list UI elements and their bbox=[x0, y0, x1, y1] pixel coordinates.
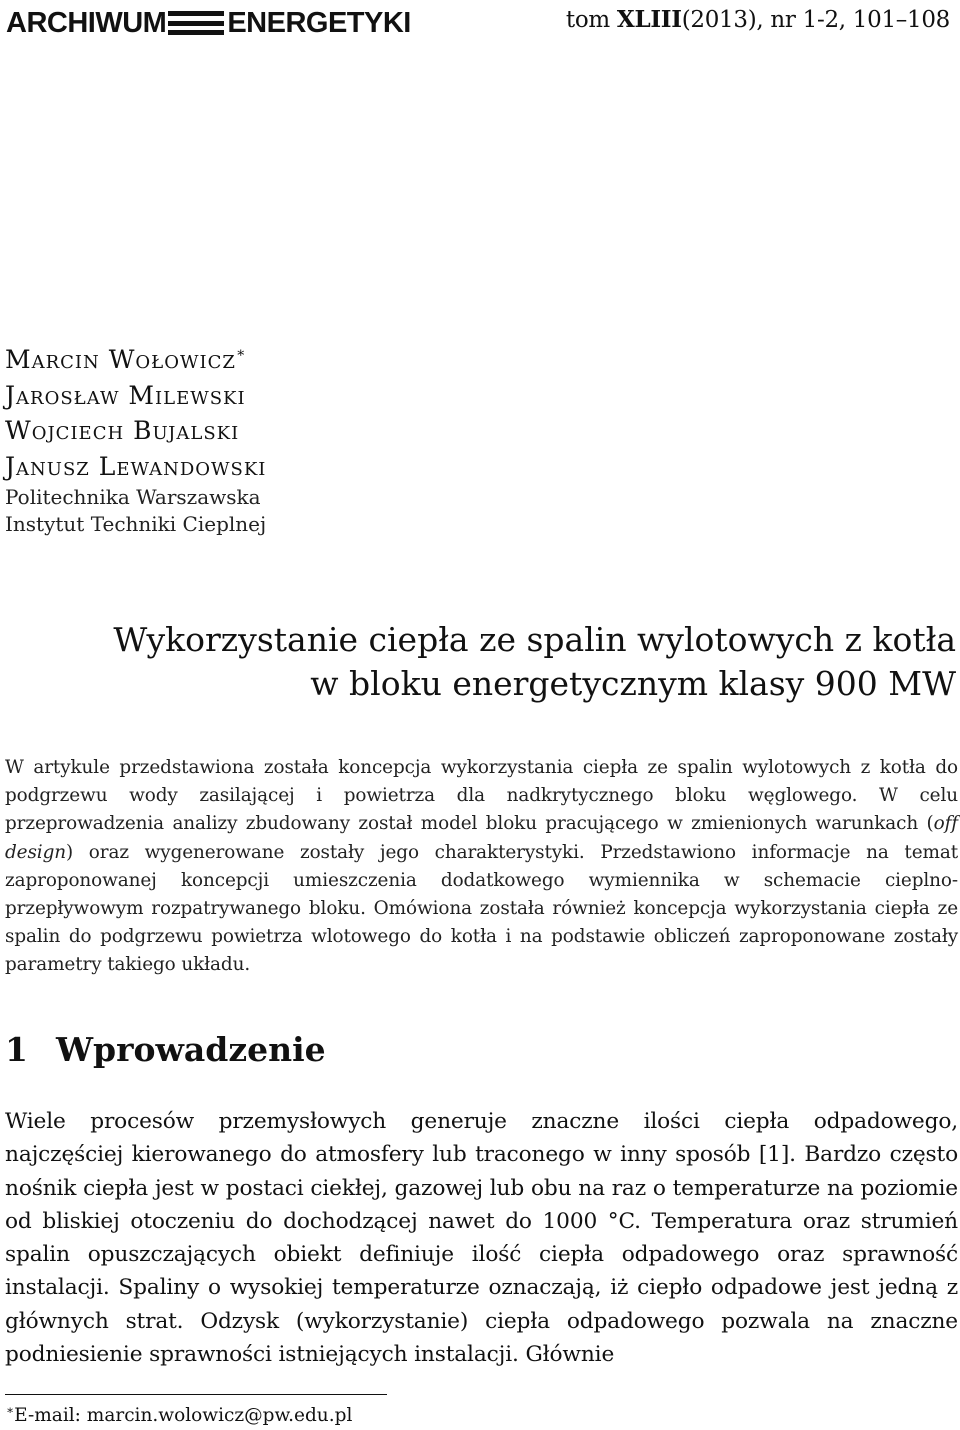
affiliation-university: Politechnika Warszawska bbox=[5, 485, 261, 509]
abstract-italic-term: off design bbox=[5, 813, 958, 863]
section-number: 1 bbox=[5, 1030, 28, 1069]
footnote bbox=[6, 1403, 352, 1426]
author-1: Marcin Wołowicz∗ bbox=[5, 345, 247, 374]
footnote-email: E-mail: marcin.wolowicz@pw.edu.pl bbox=[14, 1405, 353, 1426]
issue-prefix: tom bbox=[565, 7, 610, 33]
logo-bars-icon bbox=[168, 11, 224, 35]
affiliation-institute: Instytut Techniki Cieplnej bbox=[5, 512, 267, 536]
author-list bbox=[5, 336, 266, 484]
journal-name-right: ENERGETYKI bbox=[227, 6, 411, 39]
section-heading bbox=[5, 1030, 326, 1069]
issue-details: (2013), nr 1-2, 101–108 bbox=[681, 7, 950, 33]
journal-logo bbox=[6, 4, 411, 42]
issue-info bbox=[566, 6, 950, 33]
corresponding-author-mark: ∗ bbox=[235, 345, 247, 361]
paper-title bbox=[0, 618, 956, 706]
author-2: Jarosław Milewski bbox=[5, 380, 246, 410]
author-4: Janusz Lewandowski bbox=[5, 451, 267, 481]
author-3: Wojciech Bujalski bbox=[5, 416, 240, 445]
intro-paragraph: Wiele procesów przemysłowych generuje znaczne ilości ciepła odpadowego, najczęściej kierowanego do atmosfery lub traconego w inny sposób [1]. Bardzo często nośnik ciepła jest w postaci ciekłej, gazowej lub obu na raz o temperaturze na poziomie od bliskiej otoczeniu do dochodzącej nawet do 1000 °C. Temperatura oraz strumień spalin opuszczających obiekt definiuje ilość ciepła odpadowego oraz sprawność instalacji. Spaliny o wysokiej temperaturze oznaczają, iż ciepło odpadowe jest jedną z głównych strat. Odzysk (wykorzystanie) ciepła odpadowego pozwala na znaczne podniesienie sprawności istniejących instalacji. Głównie bbox=[5, 1109, 958, 1368]
abstract: W artykule przedstawiona została koncepcja wykorzystania ciepła ze spalin wylotowych z kotła do podgrzewu wody zasilającej i powietrza dla nadkrytycznego bloku węglowego. W celu przeprowadzenia analizy zbudowany został model bloku pracującego w zmienionych warunkach (off design) oraz wygenerowane zostały jego charakterystyki. Przedstawiono informacje na temat zaproponowanej koncepcji umieszczenia dodatkowego wymiennika w schemacie cieplno-przepływowym rozpatrywanego bloku. Omówiona została również koncepcja wykorzystania ciepła ze spalin do podgrzewu powietrza wlotowego do kotła i na podstawie obliczeń zaproponowane zostały parametry takiego układu. bbox=[5, 757, 958, 976]
paper-title-line-1: Wykorzystanie ciepła ze spalin wylotowych z kotła bbox=[113, 620, 956, 659]
footnote-divider bbox=[5, 1394, 387, 1395]
affiliation bbox=[5, 484, 266, 538]
volume-number: XLIII bbox=[616, 6, 682, 33]
section-title: Wprowadzenie bbox=[55, 1030, 326, 1069]
footnote-mark: ∗ bbox=[6, 1403, 15, 1417]
paper-title-line-2: w bloku energetycznym klasy 900 MW bbox=[310, 664, 956, 703]
journal-name-left: ARCHIWUM bbox=[6, 6, 167, 39]
